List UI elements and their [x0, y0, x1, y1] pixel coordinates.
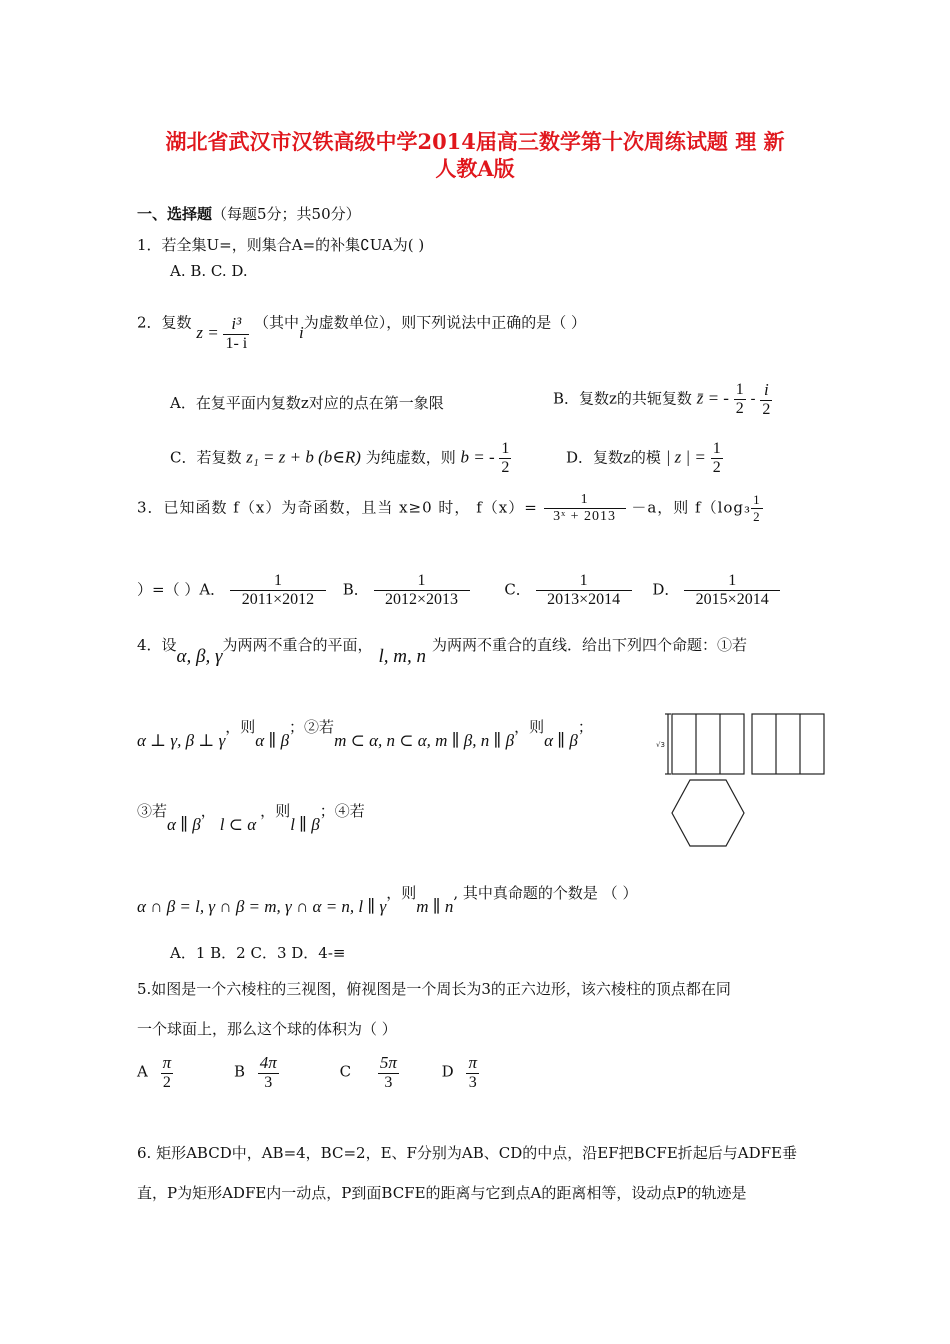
q3-option-c — [536, 572, 632, 609]
q2-optd-formula: | z | = — [665, 447, 706, 467]
q4-prop-1-2 — [137, 716, 593, 750]
q2-i: i — [299, 322, 304, 342]
q4-p2-b: α ∥ β — [544, 731, 578, 750]
question-1-options: A. B. C. D. — [170, 262, 248, 280]
three-view-figure — [650, 706, 835, 851]
q5-options — [137, 1053, 479, 1092]
q2-optc-text: C．若复数 — [170, 448, 242, 467]
q4-options: A．1 B．2 C．3 D．4-≡ — [170, 944, 346, 962]
q5-opta-num: π — [162, 1053, 172, 1072]
q3-log-den: 2 — [753, 509, 761, 524]
question-5-line-1: 5.如图是一个六棱柱的三视图，俯视图是一个周长为3的正六边形，该六棱柱的顶点都在同 — [137, 980, 731, 998]
height-label: √3 — [656, 741, 665, 749]
q4-mid2: 为两两不重合的直线．给出下列四个命题：①若 — [432, 636, 748, 654]
q2-frac-den: 1- i — [225, 335, 248, 352]
q3-option-d — [684, 572, 780, 609]
q2-fraction — [223, 314, 249, 353]
q2-optb-formula: z̄ = - — [696, 388, 729, 408]
q2-optc-fn: 1 — [501, 440, 510, 457]
q2-optc-frac — [499, 440, 511, 477]
q3-fraction — [544, 492, 626, 525]
q3-options — [137, 572, 780, 609]
q4-p4-a: α ∩ β = l, γ ∩ β = m, γ ∩ α = n, l ∥ γ — [137, 897, 387, 916]
q4-p3-comma: ， — [200, 802, 216, 820]
q4-p2-end: ； — [577, 718, 593, 736]
q5-option-d — [466, 1053, 479, 1092]
q3-optd-num: 1 — [728, 572, 737, 589]
q4-p3-start: ③若 — [137, 802, 168, 820]
q5-optb-label: B — [233, 1062, 245, 1081]
q4-p1-comma: ， — [225, 718, 241, 736]
q5-option-b — [258, 1053, 279, 1092]
q5-option-a — [161, 1053, 174, 1092]
q3-log-num: 1 — [753, 492, 761, 507]
q3-option-a — [230, 572, 326, 609]
q3-line2-start: ）=（ ）A． — [137, 580, 226, 599]
q2-optb-f1d: 2 — [735, 400, 744, 417]
q5-optc-den: 3 — [378, 1073, 399, 1092]
q2-frac-num: i³ — [231, 314, 242, 333]
question-4 — [137, 634, 748, 667]
q3-optd-label: D． — [652, 580, 680, 599]
q2-optd-frac — [711, 440, 723, 477]
q2-option-a: A．在复平面内复数z对应的点在第一象限 — [170, 394, 444, 412]
q2-optc-formula: z₁ = z + b (b∈R) — [246, 447, 361, 467]
q5-optb-den: 3 — [258, 1073, 279, 1092]
q4-greek: α, β, γ — [176, 646, 223, 667]
q5-optd-den: 3 — [466, 1073, 479, 1092]
q3-frac-num: 1 — [580, 492, 589, 507]
q4-p1-then: 则 — [240, 718, 256, 736]
q3-optb-label: B． — [342, 580, 369, 599]
q2-optc-formula2: b = - — [460, 447, 495, 467]
q5-optd-label: D — [441, 1062, 454, 1081]
q3-optc-num: 1 — [579, 572, 588, 589]
front-view — [672, 714, 744, 774]
q4-p4-b: m ∥ n — [416, 897, 454, 916]
q5-opta-den: 2 — [161, 1073, 174, 1092]
q3-optb-num: 1 — [417, 572, 426, 589]
title-line-1: 湖北省武汉市汉铁高级中学2014届高三数学第十次周练试题 理 新 — [165, 129, 785, 154]
q5-opta-label: A — [137, 1062, 148, 1081]
q4-p4-end: , 其中真命题的个数是 （ ） — [453, 884, 638, 902]
q2-optd-text: D．复数z的模 — [566, 448, 661, 467]
q3-text: 3．已知函数 f（x）为奇函数，且当 x≥0 时， f（x）= — [137, 498, 538, 517]
q3-after: －a，则 f（log₃ — [631, 498, 752, 517]
q4-p4-comma: ， — [386, 884, 402, 902]
q3-optb-den: 2012×2013 — [374, 590, 470, 609]
q3-opta-den: 2011×2012 — [230, 590, 326, 609]
q5-option-c — [378, 1053, 399, 1092]
q4-lines: l, m, n — [378, 646, 426, 667]
q3-optd-den: 2015×2014 — [684, 590, 780, 609]
q5-optb-num: 4π — [259, 1053, 277, 1072]
hexagon-top-view — [672, 780, 744, 846]
q4-p3-comma2: ， — [260, 802, 276, 820]
q2-mid: （其中 — [254, 313, 300, 332]
q5-optd-num: π — [468, 1053, 477, 1072]
q2-option-b — [553, 380, 772, 419]
q2-optd-fn: 1 — [712, 440, 721, 457]
question-6-line-1: 6. 矩形ABCD中，AB=4，BC=2，E、F分别为AB、CD的中点，沿EF把BCFE折起后与ADFE垂 — [137, 1144, 798, 1162]
question-1: 1．若全集U=，则集合A=的补集∁UA为( ) — [137, 236, 425, 254]
q4-p3-b: l ⊂ α — [219, 815, 257, 834]
q4-p3-then: 则 — [275, 802, 291, 820]
q4-p1-b: α ∥ β — [255, 731, 290, 750]
q3-optc-label: C． — [504, 580, 531, 599]
q2-optc-fd: 2 — [501, 459, 510, 476]
q4-p3-c: l ∥ β — [290, 815, 320, 834]
q4-p2-start: ；②若 — [289, 718, 335, 736]
q5-optc-label: C — [339, 1062, 352, 1081]
q4-prop-4 — [137, 882, 638, 916]
q2-optb-text: B．复数z的共轭复数 — [553, 389, 692, 408]
q4-p3-end: ；④若 — [319, 802, 365, 820]
question-5-line-2: 一个球面上，那么这个球的体积为（ ） — [137, 1020, 397, 1038]
q4-p2-then: 则 — [529, 718, 545, 736]
q3-frac-den: 3ˣ + 2013 — [544, 508, 626, 525]
q4-mid1: 为两两不重合的平面， — [222, 636, 373, 654]
q2-suffix: 为虚数单位），则下列说法中正确的是（ ） — [303, 313, 587, 332]
q2-option-c — [170, 440, 511, 477]
q3-log-frac — [751, 492, 763, 525]
q2-option-d — [566, 440, 723, 477]
question-3 — [137, 492, 763, 525]
q2-optb-frac2 — [760, 380, 772, 419]
section-title: 一、选择题 — [137, 205, 213, 223]
question-2 — [137, 304, 587, 352]
q2-optb-frac1 — [734, 381, 746, 418]
q4-p1-a: α ⊥ γ, β ⊥ γ — [137, 731, 226, 750]
q2-optc-mid: 为纯虚数，则 — [365, 448, 456, 467]
q3-option-b — [374, 572, 470, 609]
title-line-2: 人教A版 — [435, 156, 515, 181]
q2-optb-f2n: i — [764, 380, 769, 399]
q3-optc-den: 2013×2014 — [536, 590, 632, 609]
q2-optd-fd: 2 — [712, 459, 721, 476]
q4-p4-then: 则 — [401, 884, 417, 902]
q2-optb-f1n: 1 — [735, 381, 744, 398]
q4-p2-a: m ⊂ α, n ⊂ α, m ∥ β, n ∥ β — [334, 731, 515, 750]
q5-optc-num: 5π — [379, 1053, 397, 1072]
q2-optb-minus: - — [750, 389, 756, 408]
q4-p3-a: α ∥ β — [167, 815, 201, 834]
q4-p2-comma: ， — [514, 718, 530, 736]
section-heading — [137, 203, 361, 224]
q4-prop-3 — [137, 800, 365, 834]
q2-optb-f2d: 2 — [762, 401, 771, 418]
q4-prefix: 4．设 — [137, 636, 177, 654]
side-view — [752, 714, 824, 774]
q2-prefix: 2．复数 — [137, 313, 192, 332]
q3-opta-num: 1 — [273, 572, 282, 589]
question-6-line-2: 直，P为矩形ADFE内一动点，P到面BCFE的距离与它到点A的距离相等，设动点P的轨迹是 — [137, 1184, 747, 1202]
q2-z: z = — [196, 322, 219, 342]
section-note: （每题5分；共50分） — [212, 205, 361, 223]
